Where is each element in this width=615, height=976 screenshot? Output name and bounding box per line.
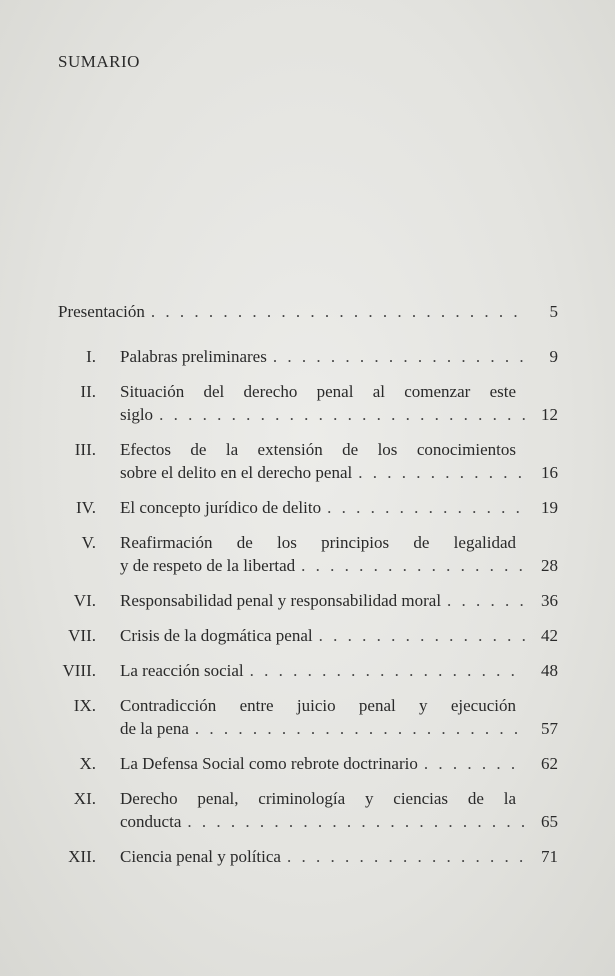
dot-leader [195, 717, 526, 740]
toc-page-number: 71 [541, 847, 558, 866]
toc-entry-title-line: Derecho penal, criminología y ciencias de la [120, 789, 516, 808]
toc-entry [58, 752, 558, 775]
toc-entry-title-line: conducta [120, 812, 182, 831]
toc-entry [58, 345, 558, 368]
toc-page-number: 5 [549, 302, 558, 321]
toc-entry-title-line: La reacción social [120, 661, 244, 680]
toc-entry [58, 380, 558, 426]
toc-page-number: 62 [541, 754, 558, 773]
toc-entry [58, 659, 558, 682]
toc-entry [58, 589, 558, 612]
toc-entry-title-line: Efectos de la extensión de los conocimientos [120, 440, 516, 459]
toc-entry-title-line: El concepto jurídico de delito [120, 498, 322, 517]
dot-leader [319, 624, 526, 647]
dot-leader [301, 554, 526, 577]
toc-page-number: 36 [541, 591, 558, 610]
table-of-contents [58, 300, 558, 880]
dot-leader [287, 845, 526, 868]
toc-entry [58, 845, 558, 868]
toc-entry-title-line: Responsabilidad penal y responsabilidad moral [120, 591, 442, 610]
toc-entry [58, 787, 558, 833]
toc-page-number: 16 [541, 463, 558, 482]
dot-leader [424, 752, 526, 775]
toc-entry-intro [58, 300, 558, 323]
chapter-number: VIII. [62, 661, 96, 680]
toc-entry [58, 694, 558, 740]
toc-entry-title-line: y de respeto de la libertad [120, 556, 296, 575]
chapter-number: IX. [73, 696, 96, 715]
dot-leader [273, 345, 526, 368]
toc-entry-title-line: Reafirmación de los principios de legalidad [120, 533, 516, 552]
toc-entry-title-line: Crisis de la dogmática penal [120, 626, 313, 645]
chapter-number: V. [81, 533, 96, 552]
chapter-number: XI. [73, 789, 96, 808]
chapter-number: III. [74, 440, 96, 459]
dot-leader [159, 403, 526, 426]
toc-entry-title: Presentación [58, 302, 145, 321]
toc-entry-title-line: Palabras preliminares [120, 347, 267, 366]
toc-entry [58, 496, 558, 519]
toc-entry-title-line: siglo [120, 405, 154, 424]
page-heading: SUMARIO [58, 52, 140, 71]
toc-chapter-list [58, 345, 558, 868]
chapter-number: XII. [68, 847, 96, 866]
toc-page-number: 57 [541, 719, 558, 738]
chapter-number: II. [80, 382, 96, 401]
dot-leader [447, 589, 526, 612]
toc-entry-title-line: Ciencia penal y política [120, 847, 281, 866]
toc-entry [58, 531, 558, 577]
chapter-number: X. [79, 754, 96, 773]
chapter-number: VI. [73, 591, 96, 610]
toc-entry-title-line: sobre el delito en el derecho penal [120, 463, 353, 482]
toc-entry-title-line: de la pena [120, 719, 189, 738]
chapter-number: IV. [76, 498, 96, 517]
toc-page-number: 12 [541, 405, 558, 424]
dot-leader [250, 659, 526, 682]
toc-entry [58, 438, 558, 484]
toc-page-number: 65 [541, 812, 558, 831]
toc-entry-title-line: Contradicción entre juicio penal y ejecución [120, 696, 516, 715]
dot-leader [327, 496, 526, 519]
dot-leader [151, 300, 526, 323]
toc-entry-title-line: La Defensa Social como rebrote doctrinario [120, 754, 418, 773]
chapter-number: VII. [68, 626, 96, 645]
toc-page-number: 28 [541, 556, 558, 575]
toc-entry [58, 624, 558, 647]
toc-page-number: 9 [549, 347, 558, 366]
toc-entry-title-line: Situación del derecho penal al comenzar este [120, 382, 516, 401]
toc-page-number: 48 [541, 661, 558, 680]
dot-leader [187, 810, 526, 833]
dot-leader [358, 461, 526, 484]
toc-page-number: 19 [541, 498, 558, 517]
chapter-number: I. [86, 347, 96, 366]
toc-page-number: 42 [541, 626, 558, 645]
